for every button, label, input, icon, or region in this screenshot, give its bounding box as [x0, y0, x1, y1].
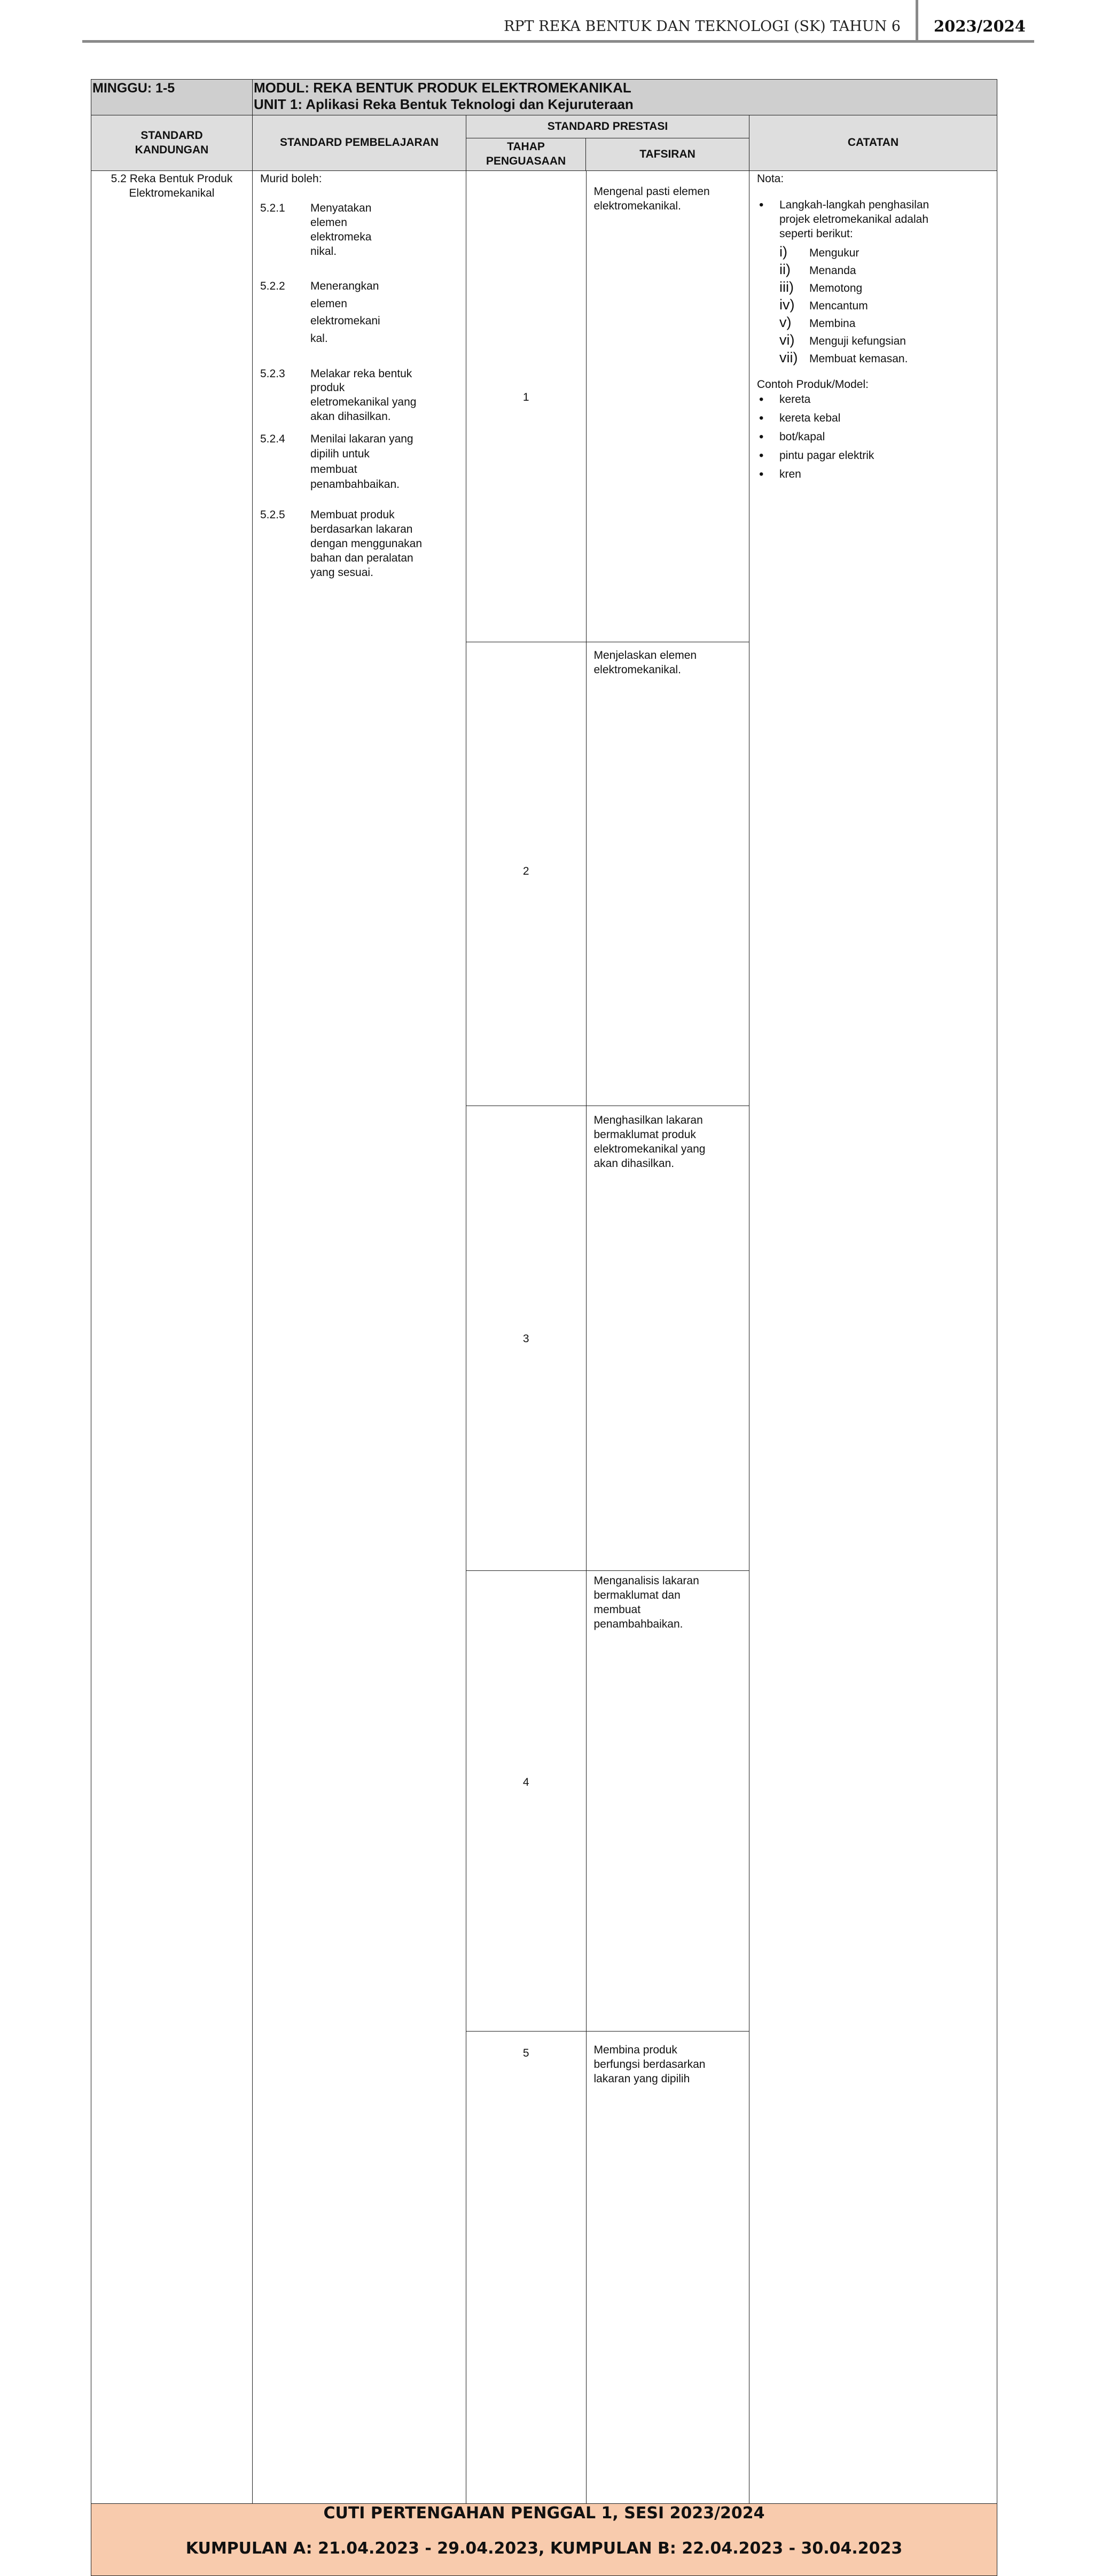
minggu-label: MINGGU: 1-5	[91, 80, 253, 115]
list-item: • Langkah-langkah penghasilan projek eletromekanikal adalah seperti berikut:	[757, 198, 991, 242]
modul-title: MODUL: REKA BENTUK PRODUK ELEKTROMEKANIKAL	[254, 80, 631, 96]
col-catatan: CATATAN	[749, 115, 997, 171]
steps-list	[757, 243, 991, 366]
list-item: • kren	[757, 468, 991, 486]
prestasi-levels	[466, 171, 749, 2503]
list-item: • kereta	[757, 393, 991, 411]
col-standard-prestasi: STANDARD PRESTASI	[466, 115, 749, 138]
contoh-list	[757, 393, 991, 486]
prestasi-row	[466, 2032, 749, 2504]
tafsiran-text: Menganalisis lakaran bermaklumat dan membuat penambahbaikan.	[586, 1571, 749, 2032]
modul-unit-cell	[253, 80, 997, 115]
tafsiran-text: Menjelaskan elemen elektromekanikal.	[586, 642, 749, 1106]
list-item: iv) Mencantum	[779, 296, 868, 313]
cuti-title: CUTI PERTENGAHAN PENGGAL 1, SESI 2023/2024	[323, 2504, 765, 2523]
cuti-dates: KUMPULAN A: 21.04.2023 - 29.04.2023, KUMPULAN B: 22.04.2023 - 30.04.2023	[185, 2539, 903, 2558]
unit-title: UNIT 1: Aplikasi Reka Bentuk Teknologi dan Kejuruteraan	[254, 96, 634, 113]
col-standard-kandungan: STANDARD KANDUNGAN	[91, 115, 253, 171]
tahap-level: 4	[522, 1776, 529, 1789]
col-standard-pembelajaran: STANDARD PEMBELAJARAN	[253, 115, 466, 171]
document-year: 2023/2024	[933, 17, 1026, 35]
module-bar	[91, 80, 997, 115]
sp-item: 5.2.2 Menerangkan elemen elektromekani kal.	[260, 280, 380, 345]
prestasi-row	[466, 1106, 749, 1571]
tahap-level: 2	[522, 865, 529, 878]
standard-kandungan-cell	[91, 171, 253, 2504]
list-item: • bot/kapal	[757, 430, 991, 449]
nota-list	[757, 198, 991, 242]
list-item: ii) Menanda	[779, 261, 856, 277]
standard-prestasi-cell	[466, 171, 749, 2504]
tafsiran-text: Mengenal pasti elemen elektromekanikal.	[586, 171, 749, 642]
prestasi-row	[466, 171, 749, 642]
standard-kandungan-text: 5.2 Reka Bentuk Produk Elektromekanikal	[111, 173, 233, 199]
document-title: RPT REKA BENTUK DAN TEKNOLOGI (SK) TAHUN 6	[504, 18, 901, 35]
tahap-level: 3	[522, 1333, 529, 1345]
list-item: i) Mengukur	[779, 243, 859, 260]
col-tahap-penguasaan: TAHAP PENGUASAAN	[466, 138, 586, 171]
nota-label: Nota:	[757, 173, 784, 185]
sp-item: 5.2.5 Membuat produk berdasarkan lakaran dengan menggunakan bahan dan peralatan yang sesuai.	[260, 509, 423, 579]
column-header-row-1	[91, 115, 997, 138]
tafsiran-text: Menghasilkan lakaran bermaklumat produk elektromekanikal yang akan dihasilkan.	[586, 1106, 749, 1571]
page-header	[82, 0, 1034, 43]
rpt-table	[91, 79, 997, 2576]
prestasi-row	[466, 642, 749, 1106]
murid-boleh-label: Murid boleh:	[260, 173, 322, 185]
list-item: • pintu pagar elektrik	[757, 449, 991, 468]
catatan-cell	[749, 171, 997, 2504]
catatan-content	[749, 171, 997, 486]
list-item: vi) Menguji kefungsian	[779, 331, 906, 348]
content-row	[91, 171, 997, 2504]
tahap-level: 1	[522, 391, 529, 404]
tahap-level: 5	[522, 2047, 529, 2059]
cuti-banner	[91, 2504, 997, 2576]
standard-pembelajaran-cell	[253, 171, 466, 2504]
list-item: • kereta kebal	[757, 411, 991, 430]
col-tafsiran: TAFSIRAN	[586, 138, 749, 171]
list-item: v) Membina	[779, 314, 856, 330]
prestasi-row	[466, 1571, 749, 2032]
list-item: vii) Membuat kemasan.	[779, 349, 908, 365]
tafsiran-text: Membina produk berfungsi berdasarkan lakaran yang dipilih	[593, 2044, 706, 2085]
sp-item: 5.2.1 Menyatakan elemen elektromeka nikal.	[260, 201, 372, 258]
list-item: iii) Memotong	[779, 278, 863, 295]
sp-item: 5.2.4 Menilai lakaran yang dipilih untuk membuat penambahbaikan.	[260, 433, 413, 491]
contoh-title: Contoh Produk/Model:	[757, 378, 869, 391]
sp-item: 5.2.3 Melakar reka bentuk produk eletromekanikal yang akan dihasilkan.	[260, 367, 417, 423]
header-separator	[916, 0, 918, 43]
